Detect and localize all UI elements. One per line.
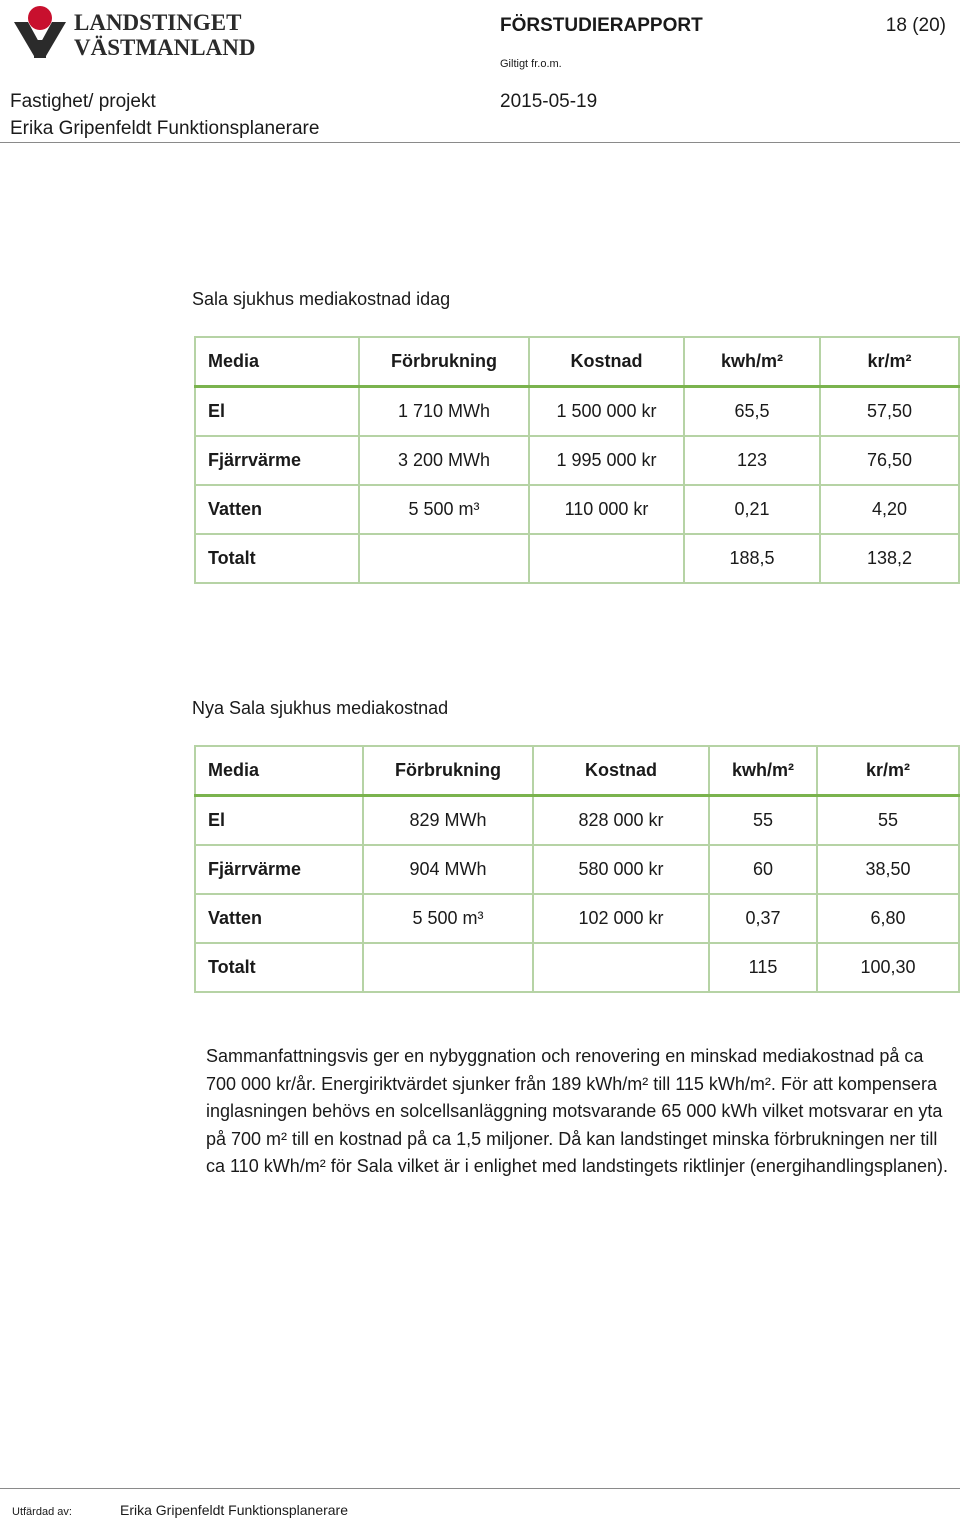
document-date: 2015-05-19 — [500, 91, 598, 112]
header-author: Erika Gripenfeldt Funktionsplanerare — [10, 118, 320, 139]
row-label: El — [195, 796, 363, 846]
table-cell: 904 MWh — [363, 845, 533, 894]
summary-paragraph: Sammanfattningsvis ger en nybyggnation och renovering en minskad mediakostnad på ca 700 000 kr/år. Energiriktvärdet sjunker från 189 kWh/m² till 115 kWh/m². För att kompensera inglasningen behövs en solcellsanläggning motsvarande 65 000 kWh vilket motsvarar en yta på 700 m² till en kostnad på ca 1,5 miljoner. Då kan landstinget minska förbrukningen ner till ca 110 kWh/m² för Sala vilket är i enlighet med landstingets riktlinjer (energihandlingsplanen). — [206, 1046, 949, 1176]
property-project-label: Fastighet/ projekt — [10, 91, 156, 112]
media-cost-table-new — [194, 745, 960, 993]
table-cell: 6,80 — [817, 894, 959, 943]
table-cell: 102 000 kr — [533, 894, 709, 943]
table-cell: 0,21 — [684, 485, 820, 534]
document-title: FÖRSTUDIERAPPORT — [500, 15, 703, 36]
table-row — [195, 894, 959, 943]
table-row — [195, 387, 959, 437]
table-cell: 110 000 kr — [529, 485, 684, 534]
table-cell: 580 000 kr — [533, 845, 709, 894]
row-label: Vatten — [195, 894, 363, 943]
table1-caption: Sala sjukhus mediakostnad idag — [192, 289, 451, 309]
table-cell: 5 500 m³ — [359, 485, 529, 534]
header-divider — [0, 142, 960, 143]
table-cell: 829 MWh — [363, 796, 533, 846]
row-label: Totalt — [195, 534, 359, 583]
table-cell: 55 — [817, 796, 959, 846]
column-header: kr/m² — [820, 337, 959, 387]
table2-caption: Nya Sala sjukhus mediakostnad — [192, 698, 449, 718]
table-cell: 1 500 000 kr — [529, 387, 684, 437]
table-cell: 57,50 — [820, 387, 959, 437]
table-cell: 115 — [709, 943, 817, 992]
table-cell: 138,2 — [820, 534, 959, 583]
table-cell: 65,5 — [684, 387, 820, 437]
table-cell — [359, 534, 529, 583]
table-cell: 60 — [709, 845, 817, 894]
row-label: Totalt — [195, 943, 363, 992]
table-cell: 38,50 — [817, 845, 959, 894]
column-header: Kostnad — [529, 337, 684, 387]
footer-divider — [0, 1488, 960, 1489]
table-row — [195, 943, 959, 992]
table-header-row — [195, 746, 959, 796]
column-header: kr/m² — [817, 746, 959, 796]
table-row — [195, 534, 959, 583]
row-label: Fjärrvärme — [195, 845, 363, 894]
column-header: Kostnad — [533, 746, 709, 796]
column-header: kwh/m² — [709, 746, 817, 796]
table-cell: 76,50 — [820, 436, 959, 485]
table-cell — [363, 943, 533, 992]
table-cell: 55 — [709, 796, 817, 846]
table-row — [195, 485, 959, 534]
media-cost-table-today — [194, 336, 960, 584]
table-cell: 828 000 kr — [533, 796, 709, 846]
table-row — [195, 845, 959, 894]
valid-from-label: Giltigt fr.o.m. — [500, 58, 562, 70]
table-cell: 188,5 — [684, 534, 820, 583]
table-cell: 1 710 MWh — [359, 387, 529, 437]
page-number: 18 (20) — [885, 15, 946, 36]
landstinget-logo — [10, 0, 256, 62]
table-cell — [533, 943, 709, 992]
table-cell: 0,37 — [709, 894, 817, 943]
footer-author: Erika Gripenfeldt Funktionsplanerare — [120, 1502, 349, 1518]
table-row — [195, 436, 959, 485]
table-cell: 1 995 000 kr — [529, 436, 684, 485]
table-row — [195, 796, 959, 846]
table-header-row — [195, 337, 959, 387]
column-header: Förbrukning — [363, 746, 533, 796]
table-cell — [529, 534, 684, 583]
issued-by-label: Utfärdad av: — [12, 1506, 72, 1518]
logo-emblem-icon — [10, 0, 256, 62]
row-label: El — [195, 387, 359, 437]
column-header: Media — [195, 746, 363, 796]
table-cell: 4,20 — [820, 485, 959, 534]
column-header: Förbrukning — [359, 337, 529, 387]
table-cell: 5 500 m³ — [363, 894, 533, 943]
logo-line1: LANDSTINGET — [74, 10, 242, 35]
column-header: Media — [195, 337, 359, 387]
table-cell: 100,30 — [817, 943, 959, 992]
column-header: kwh/m² — [684, 337, 820, 387]
table-cell: 3 200 MWh — [359, 436, 529, 485]
row-label: Fjärrvärme — [195, 436, 359, 485]
table-cell: 123 — [684, 436, 820, 485]
row-label: Vatten — [195, 485, 359, 534]
logo-line2: VÄSTMANLAND — [74, 35, 256, 60]
